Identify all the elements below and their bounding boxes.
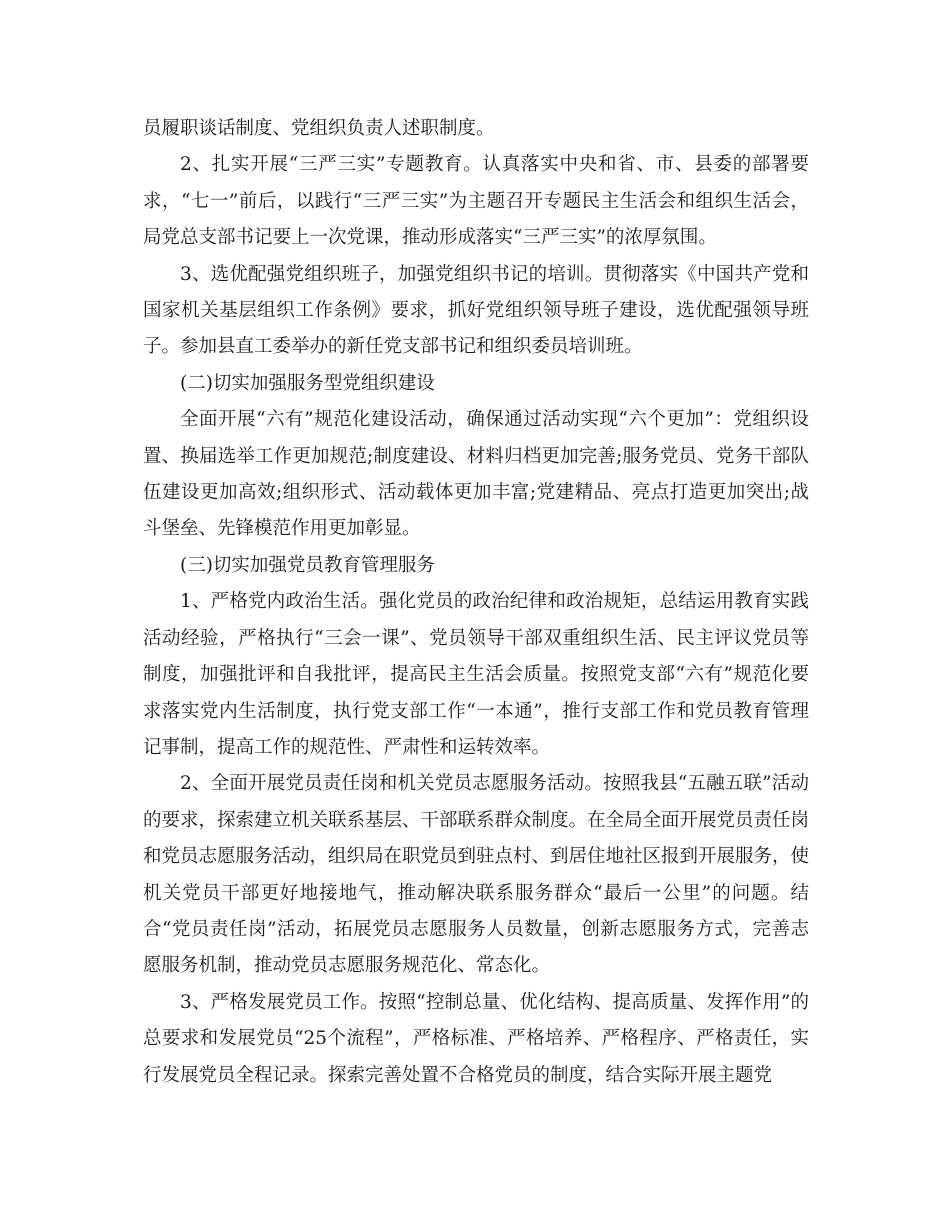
paragraph-volunteer-service: 2、全面开展党员责任岗和机关党员志愿服务活动。按照我县“五融五联”活动的要求，探索建立机关联系基层、干部联系群众制度。在全局全面开展党员责任岗和党员志愿服务活动，组织局在职党员到驻点村、到居住地社区报到开展服务，使机关党员干部更好地接地气，推动解决联系服务群众“最后一公里”的问题。结合“党员责任岗”活动，拓展党员志愿服务人员数量，创新志愿服务方式，完善志愿服务机制，推动党员志愿服务规范化、常态化。 (143, 773, 810, 977)
section-heading-service-party: (二)切实加强服务型党组织建设 (180, 372, 435, 394)
paragraph-member-development: 3、严格发展党员工作。按照“控制总量、优化结构、提高质量、发挥作用”的总要求和发展党员“25个流程”，严格标准、严格培养、严格程序、严格责任，实行发展党员全程记录。探索完善处置不合格党员的制度，结合实际开展主题党 (143, 991, 809, 1086)
paragraph-political-life: 1、严格党内政治生活。强化党员的政治纪律和政治规矩，总结运用教育实践活动经验，严格执行“三会一课”、党员领导干部双重组织生活、民主评议党员等制度，加强批评和自我批评，提高民主生活会质量。按照党支部“六有”规范化要求落实党内生活制度，执行党支部工作“一本通”，推行支部工作和党员教育管理记事制，提高工作的规范性、严肃性和运转效率。 (143, 591, 809, 758)
document-body (143, 111, 809, 1094)
paragraph-sanyan-sanshi: 2、扎实开展“三严三实”专题教育。认真落实中央和省、市、县委的部署要求，“七一”前后，以践行“三严三实”为主题召开专题民主生活会和组织生活会，局党总支部书记要上一次党课，推动形成落实“三严三实”的浓厚氛围。 (143, 154, 809, 249)
paragraph-continued: 员履职谈话制度、党组织负责人述职制度。 (143, 118, 495, 139)
section-heading-member-education: (三)切实加强党员教育管理服务 (180, 554, 435, 576)
paragraph-party-leadership: 3、选优配强党组织班子，加强党组织书记的培训。贯彻落实《中国共产党和国家机关基层组织工作条例》要求，抓好党组织领导班子建设，选优配强领导班子。参加县直工委举办的新任党支部书记和组织委员培训班。 (143, 263, 809, 358)
paragraph-liuyou: 全面开展“六有”规范化建设活动，确保通过活动实现“六个更加”：党组织设置、换届选举工作更加规范;制度建设、材料归档更加完善;服务党员、党务干部队伍建设更加高效;组织形式、活动载体更加丰富;党建精品、亮点打造更加突出;战斗堡垒、先锋模范作用更加彰显。 (143, 409, 809, 540)
